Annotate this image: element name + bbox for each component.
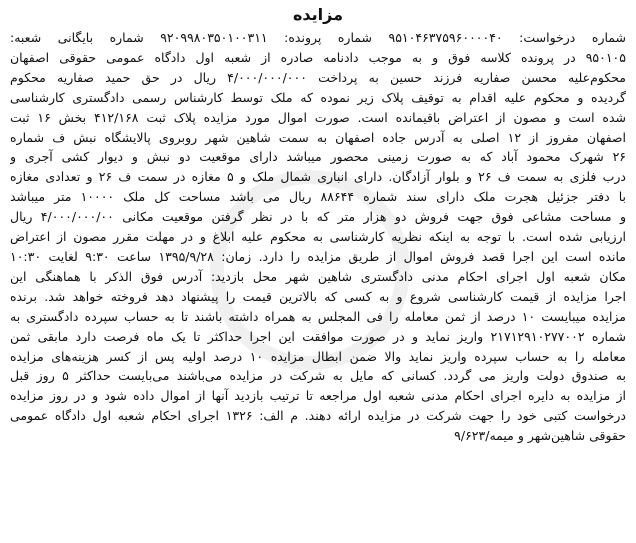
notice-line: ارزیابی شده است. با توجه به اینکه نظریه کارشناسی به محکوم علیه ابلاغ و در مهلت مقرر مصون از اعتراض [10,229,626,245]
notice-line: درخواست کتبی خود را جهت شرکت در مزایده ارائه دهند. م الف: ۱۳۲۶ اجرای احکام شعبه اول دادگاه عمومی [10,408,626,424]
notice-line: به صندوق دولت واریز می گردد. کسانی که مایل به شرکت در مزایده می‌باشند می‌بایست حداکثر ۵ روز قبل [10,368,626,384]
notice-line: اصفهان مفروز از ۱۲ اصلی به آدرس جاده اصفهان به سمت شاهین شهر روبروی پالایشگاه نبش ف شماره [10,129,626,145]
notice-line: اجرا مزایده از قیمت کارشناسی شروع و به کسی که بالاترین قیمت را پیشنهاد دهد فروخته خواهد شد. برنده [10,288,626,304]
notice-line: شده است و مصون از اعتراض باقیمانده است. صورت اموال مورد مزایده پلاک ثبت ۴۱۲/۱۶۸ بخش ۱۶ ثبت [10,109,626,125]
notice-line: محکوم‌علیه محسن صفاریه فرزند حسین به پرداخت ۴/۰۰۰/۰۰۰/۰۰۰ ریال در حق حمید صفاریه محکوم [10,69,626,85]
notice-line: درب فلزی به سمت ف ۲۶ و بلوار آزادگان. دارای انباری شمال ملک و ۵ مغازه در سمت ف ۲۶ و تعدادی مغازه [10,169,626,185]
notice-line: مکان شعبه اول اجرای احکام مدنی دادگستری شاهین شهر محل بازدید: آدرس فوق الذکر با هماهنگی این [10,268,626,284]
notice-body [10,28,626,446]
notice-title: مزایده [292,5,344,24]
notice-line: حقوقی شاهین‌شهر و میمه/۹/۶۲۳ [454,428,626,444]
notice-line: ۲۶ شهرک محمود آباد که به صورت زمینی محصور میباشد دارای موقعیت دو نبش و دیوار کشی آجری و [10,149,626,165]
notice-line: معامله را به حساب سپرده واریز نماید والا ضمن ابطال مزایده ۱۰ درصد اولیه پس از کسر هزینه‌های مزایده [10,348,626,364]
notice-line: ۹۵۰۱۰۵ در پرونده کلاسه فوق و به موجب دادنامه صادره از شعبه اول دادگاه عمومی حقوقی اصفهان [10,49,626,65]
notice-line: از مزایده به دایره اجرای احکام مدنی شعبه اول مراجعه تا ترتیب بازدید آنها از اموال داده شود و در روز مزایده [10,388,626,404]
notice-line: گردیده و محکوم علیه اقدام به توقیف پلاک زیر نموده که ملک توسط کارشناس رسمی دادگستری کارشناسی [10,89,626,105]
notice-line: با دفتر جزئیل هجرت ملک دارای سند شماره ۸۸۶۴۴ ریال می باشد مساحت کل ملک ۱۰۰۰۰ متر میباشد [10,189,626,205]
notice-line: مزایده میبایست ۱۰ درصد از ثمن معامله را فی المجلس به همراه داشته باشند تا به حساب سپرده دادگستری به [10,308,626,324]
notice-line: و مساحت مشاعی فوق جهت فروش دو هزار متر که با در نظر گرفتن موقعیت مکانی ۴/۰۰۰/۰۰۰/۰۰ ریال [10,209,626,225]
notice-line: شماره ۲۱۷۱۲۹۱۰۲۷۷۰۰۲ واریز نماید و در صورت موافقت این اجرا حداکثر تا یک ماه فرصت دارد مابقی ثمن [10,328,626,344]
notice-line: شماره درخواست: ۹۵۱۰۴۶۳۷۵۹۶۰۰۰۰۴۰ شماره پرونده: ۹۲۰۹۹۸۰۳۵۰۱۰۰۳۱۱ شماره بایگانی شعبه: [10,30,626,45]
notice-line: مانده است این اجرا قصد فروش اموال از طریق مزایده را دارد. زمان: ۱۳۹۵/۹/۲۸ ساعت ۹:۳۰ لغایت ۱۰:۳۰ [10,248,626,264]
